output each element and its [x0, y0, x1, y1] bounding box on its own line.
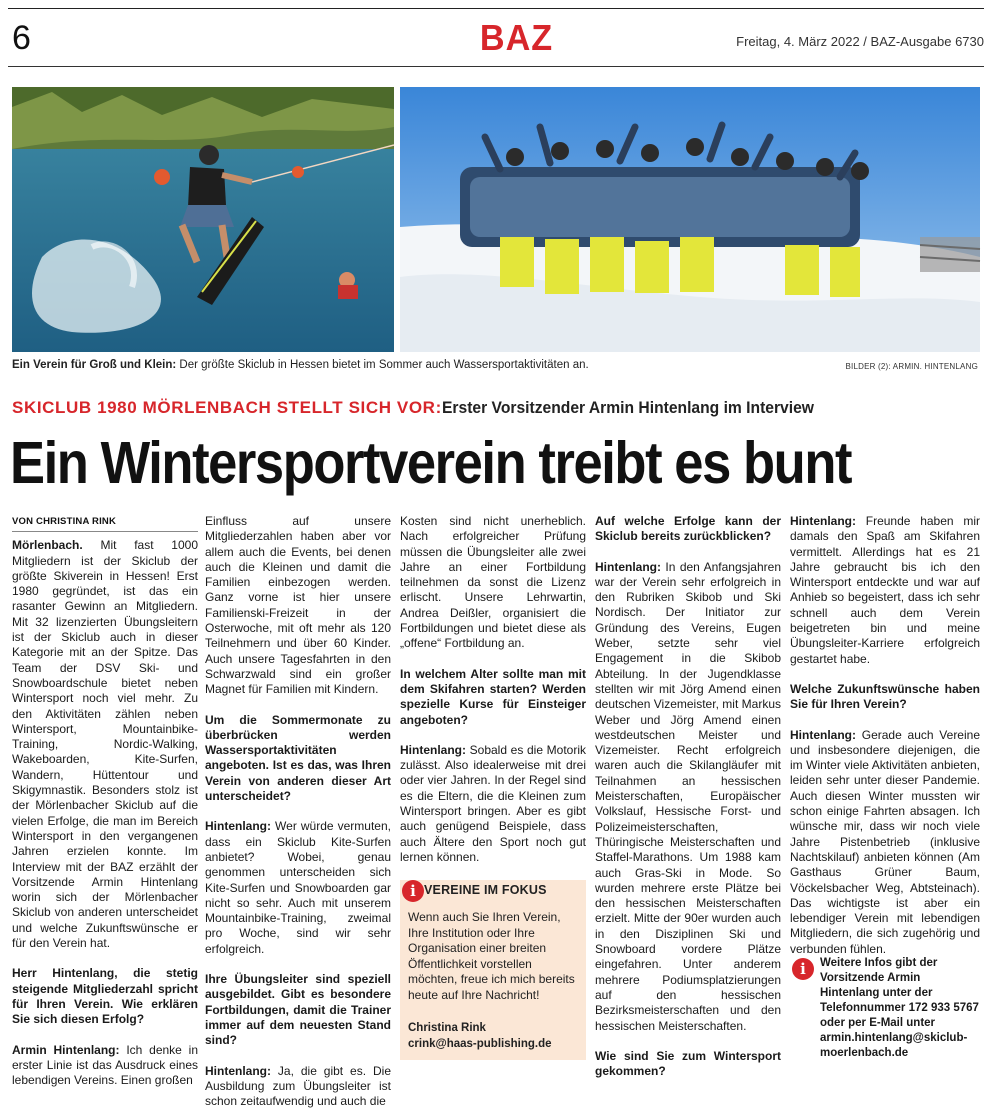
column-1 — [12, 514, 198, 1088]
contact-info — [792, 956, 980, 1061]
question: Herr Hintenlang, die stetig steigende Mitgliederzahl spricht für Ihren Verein. Wie erklären Sie sich diesen Erfolg? — [12, 966, 198, 1027]
answer: Armin Hintenlang: Ich denke in erster Linie ist das Ausdruck eines lebendigen Vereins. Einen großen — [12, 1043, 198, 1089]
question: Wie sind Sie zum Wintersport gekommen? — [595, 1049, 781, 1080]
newspaper-logo: BAZ — [480, 18, 553, 58]
photo-group-snow — [400, 87, 980, 352]
question: Auf welche Erfolge kann der Skiclub bereits zurückblicken? — [595, 514, 781, 545]
column-4 — [595, 514, 781, 1079]
info-icon: i — [792, 958, 814, 980]
top-rule — [8, 8, 984, 9]
infobox-name: Christina Rink — [408, 1020, 552, 1036]
infobox-vereine-im-fokus — [400, 880, 586, 1060]
column-5 — [790, 514, 980, 957]
answer: Hintenlang: Gerade auch Vereine und insbesondere diejenigen, die im Winter viele Aktivitäten anbieten, leiden sehr unter dieser Pandemie. Auch diesen Winter mussten wir schon einige Fahrten absagen. Ich wünsche mir, dass wir noch viele Jahre Pistenbetrieb (inklusive Nachtskilauf) anbieten können (Am Gasthaus Grüner Baum, Vöckelsbacher Weg, Abtsteinach). Das wichtigste ist aber ein lebendiger Verein mit lebendigen Mitgliedern, die sich zugehörig und verbunden fühlen. — [790, 728, 980, 957]
paragraph: Einfluss auf unsere Mitgliederzahlen haben aber vor allem auch die Events, bei denen auch die Kleinen und damit die Familien einbezogen werden. Ganz vorne ist hier unsere Familienski-Freizeit in der Osterwoche, mit oft mehr als 120 Teilnehmern und über 60 Kinder. Auch unsere Tagesfahrten in den Schwarzwald sind ein großer Magnet für Familien mit Kindern. — [205, 514, 391, 698]
headline: Ein Wintersportverein treibt es bunt — [10, 426, 851, 500]
answer: Hintenlang: Ja, die gibt es. Die Ausbildung zum Übungsleiter ist schon zeitaufwendig und auch die — [205, 1064, 391, 1109]
byline: VON CHRISTINA RINK — [12, 514, 198, 532]
question: In welchem Alter sollte man mit dem Skifahren starten? Werden spezielle Kurse für Einsteiger angeboten? — [400, 667, 586, 728]
photo-credit: BILDER (2): ARMIN. HINTENLANG — [846, 362, 979, 371]
paragraph: Kosten sind nicht unerheblich. Nach erfolgreicher Prüfung müssen die Übungsleiter alle zwei Jahre an einer Fortbildung teilnehmen da sonst die Lizenz erlischt. Unsere Lehrwartin, Andrea Deißler, organisiert die Fortbildungen und bietet diese als „offene“ Fortbildung an. — [400, 514, 586, 652]
page-number: 6 — [12, 18, 31, 58]
infobox-title: VEREINE IM FOKUS — [424, 883, 547, 897]
photo-caption: Ein Verein für Groß und Klein: Der größte Skiclub in Hessen bietet im Sommer auch Wassersportaktivitäten an. — [12, 359, 589, 371]
info-icon: i — [402, 880, 424, 902]
answer: Hintenlang: Wer würde vermuten, dass ein Skiclub Kite-Surfen anbietet? Wobei, genau genommen unterscheiden sich Kite-Surfen und Snowboarden gar nicht so sehr. Auch mit unserem Mountainbike-Training, zweimal pro Woche, sind wir sehr erfolgreich. — [205, 819, 391, 957]
answer: Hintenlang: In den Anfangsjahren war der Verein sehr erfolgreich in den Rubriken Skibob und Ski Nordisch. Der Initiator zur Gründung des Vereins, Eugen Weber, setzte sehr viel Engagement in die Skibob Abteilung. In der Jugendklasse stellten wir mit Jörg Amend einen deutschen Vizemeister, mit Markus Weber und Jörg Amend einen westdeutschen Meister und Vizemeister. Recht erfolgreich waren auch die Skilangläufer mit Teilnahmen an hessischen Meisterschaften, Europäischer Volkslauf, Hessische Forst- und Polizeimeisterschaften, Thüringische Meisterschaften und Staffel-Marathons. Um 1988 kam auch Gras-Ski in Mode. So wurden mehrere erste Plätze bei den hessischen Meisterschaften erzielt. Mitte der 90er wurden auch in den Disziplinen Ski und Snowboard vordere Plätze eingefahren. Unter anderem mehrere Podiumsplatzierungen auf den hessischen Bezirksmeisterschaften und den hessischen Meisterschaften. — [595, 560, 781, 1034]
contact-text: Weitere Infos gibt der Vorsitzende Armin Hintenlang unter der Telefonnummer 172 933 5767 oder per E-Mail unter armin.hintenlang@skiclub-moerlenbach.de — [820, 956, 980, 1061]
header-rule — [8, 66, 984, 67]
question: Um die Sommermonate zu überbrücken werden Wassersportaktivitäten angeboten. Ist es das, was Ihren Verein von anderen dieser Art unterscheidet? — [205, 713, 391, 805]
photo-wakeboarder — [12, 87, 394, 352]
column-2 — [205, 514, 391, 1109]
infobox-body: Wenn auch Sie Ihren Verein, Ihre Institution oder Ihre Organisation einer breiten Öffentlichkeit vorstellen möchten, freue ich mich bereits heute auf Ihre Nachricht! — [408, 910, 580, 1003]
answer: Hintenlang: Sobald es die Motorik zulässt. Also idealerweise mit drei oder vier Jahren. In der Regel sind es die Eltern, die die Kleinen zum Wintersport bringen. Aber es gibt auch genügend Beispiele, dass auch Ältere den Sport noch gut lernen können. — [400, 743, 586, 865]
column-3 — [400, 514, 586, 865]
issue-date: Freitag, 4. März 2022 / BAZ-Ausgabe 6730 — [736, 34, 984, 49]
infobox-contact — [408, 1020, 552, 1052]
intro-paragraph: Mörlenbach. Mit fast 1000 Mitgliedern ist der Skiclub der größte Skiverein in Hessen! Erst 1980 gegründet, ist das ein rasanter Gewinn an Mitgliedern. Mit 32 lizenzierten Übungsleitern ist der Skiclub auch in dieser Kategorie mit an der Spitze. Das Team der DSV Ski- und Snowboardschule bietet neben Wintersport noch viel mehr. Zu den Aktivitäten zählen neben Wintersport, Mountainbike-Training, Nordic-Walking, Wakeboarden, Kite-Surfen, Wandern, Hüttentour und Skigymnastik. Besonders stolz ist der Mörlenbacher Skiclub auf die vielen Erfolge, die man im Bereich Wintersport in den vergangenen Jahren erzielen konnte. Im Interview mit der BAZ erzählt der Vorsitzende Armin Hintenlang worin sich der Mörlenbacher Skiclub von anderen unterscheidet und welche Zukunftswünsche er für den Verein hat. — [12, 538, 198, 951]
kicker-subtitle: Erster Vorsitzender Armin Hintenlang im Interview — [442, 398, 814, 418]
question: Welche Zukunftswünsche haben Sie für Ihren Verein? — [790, 682, 980, 713]
infobox-email[interactable]: crink@haas-publishing.de — [408, 1036, 552, 1052]
answer: Hintenlang: Freunde haben mir damals den Spaß am Skifahren vermittelt. Allerdings hat es 21 Jahre gebraucht bis ich den Wintersport entdeckte und war auf Anhieb so begeistert, dass ich sehr schnell auch dem Verein beigetreten bin und meine Übungsleiter-Karriere erfolgreich gestartet habe. — [790, 514, 980, 667]
kicker — [12, 398, 846, 418]
kicker-red: SKICLUB 1980 MÖRLENBACH STELLT SICH VOR: — [12, 398, 442, 417]
question: Ihre Übungsleiter sind speziell ausgebildet. Gibt es besondere Fortbildungen, damit die Trainer immer auf dem neuesten Stand sind? — [205, 972, 391, 1048]
